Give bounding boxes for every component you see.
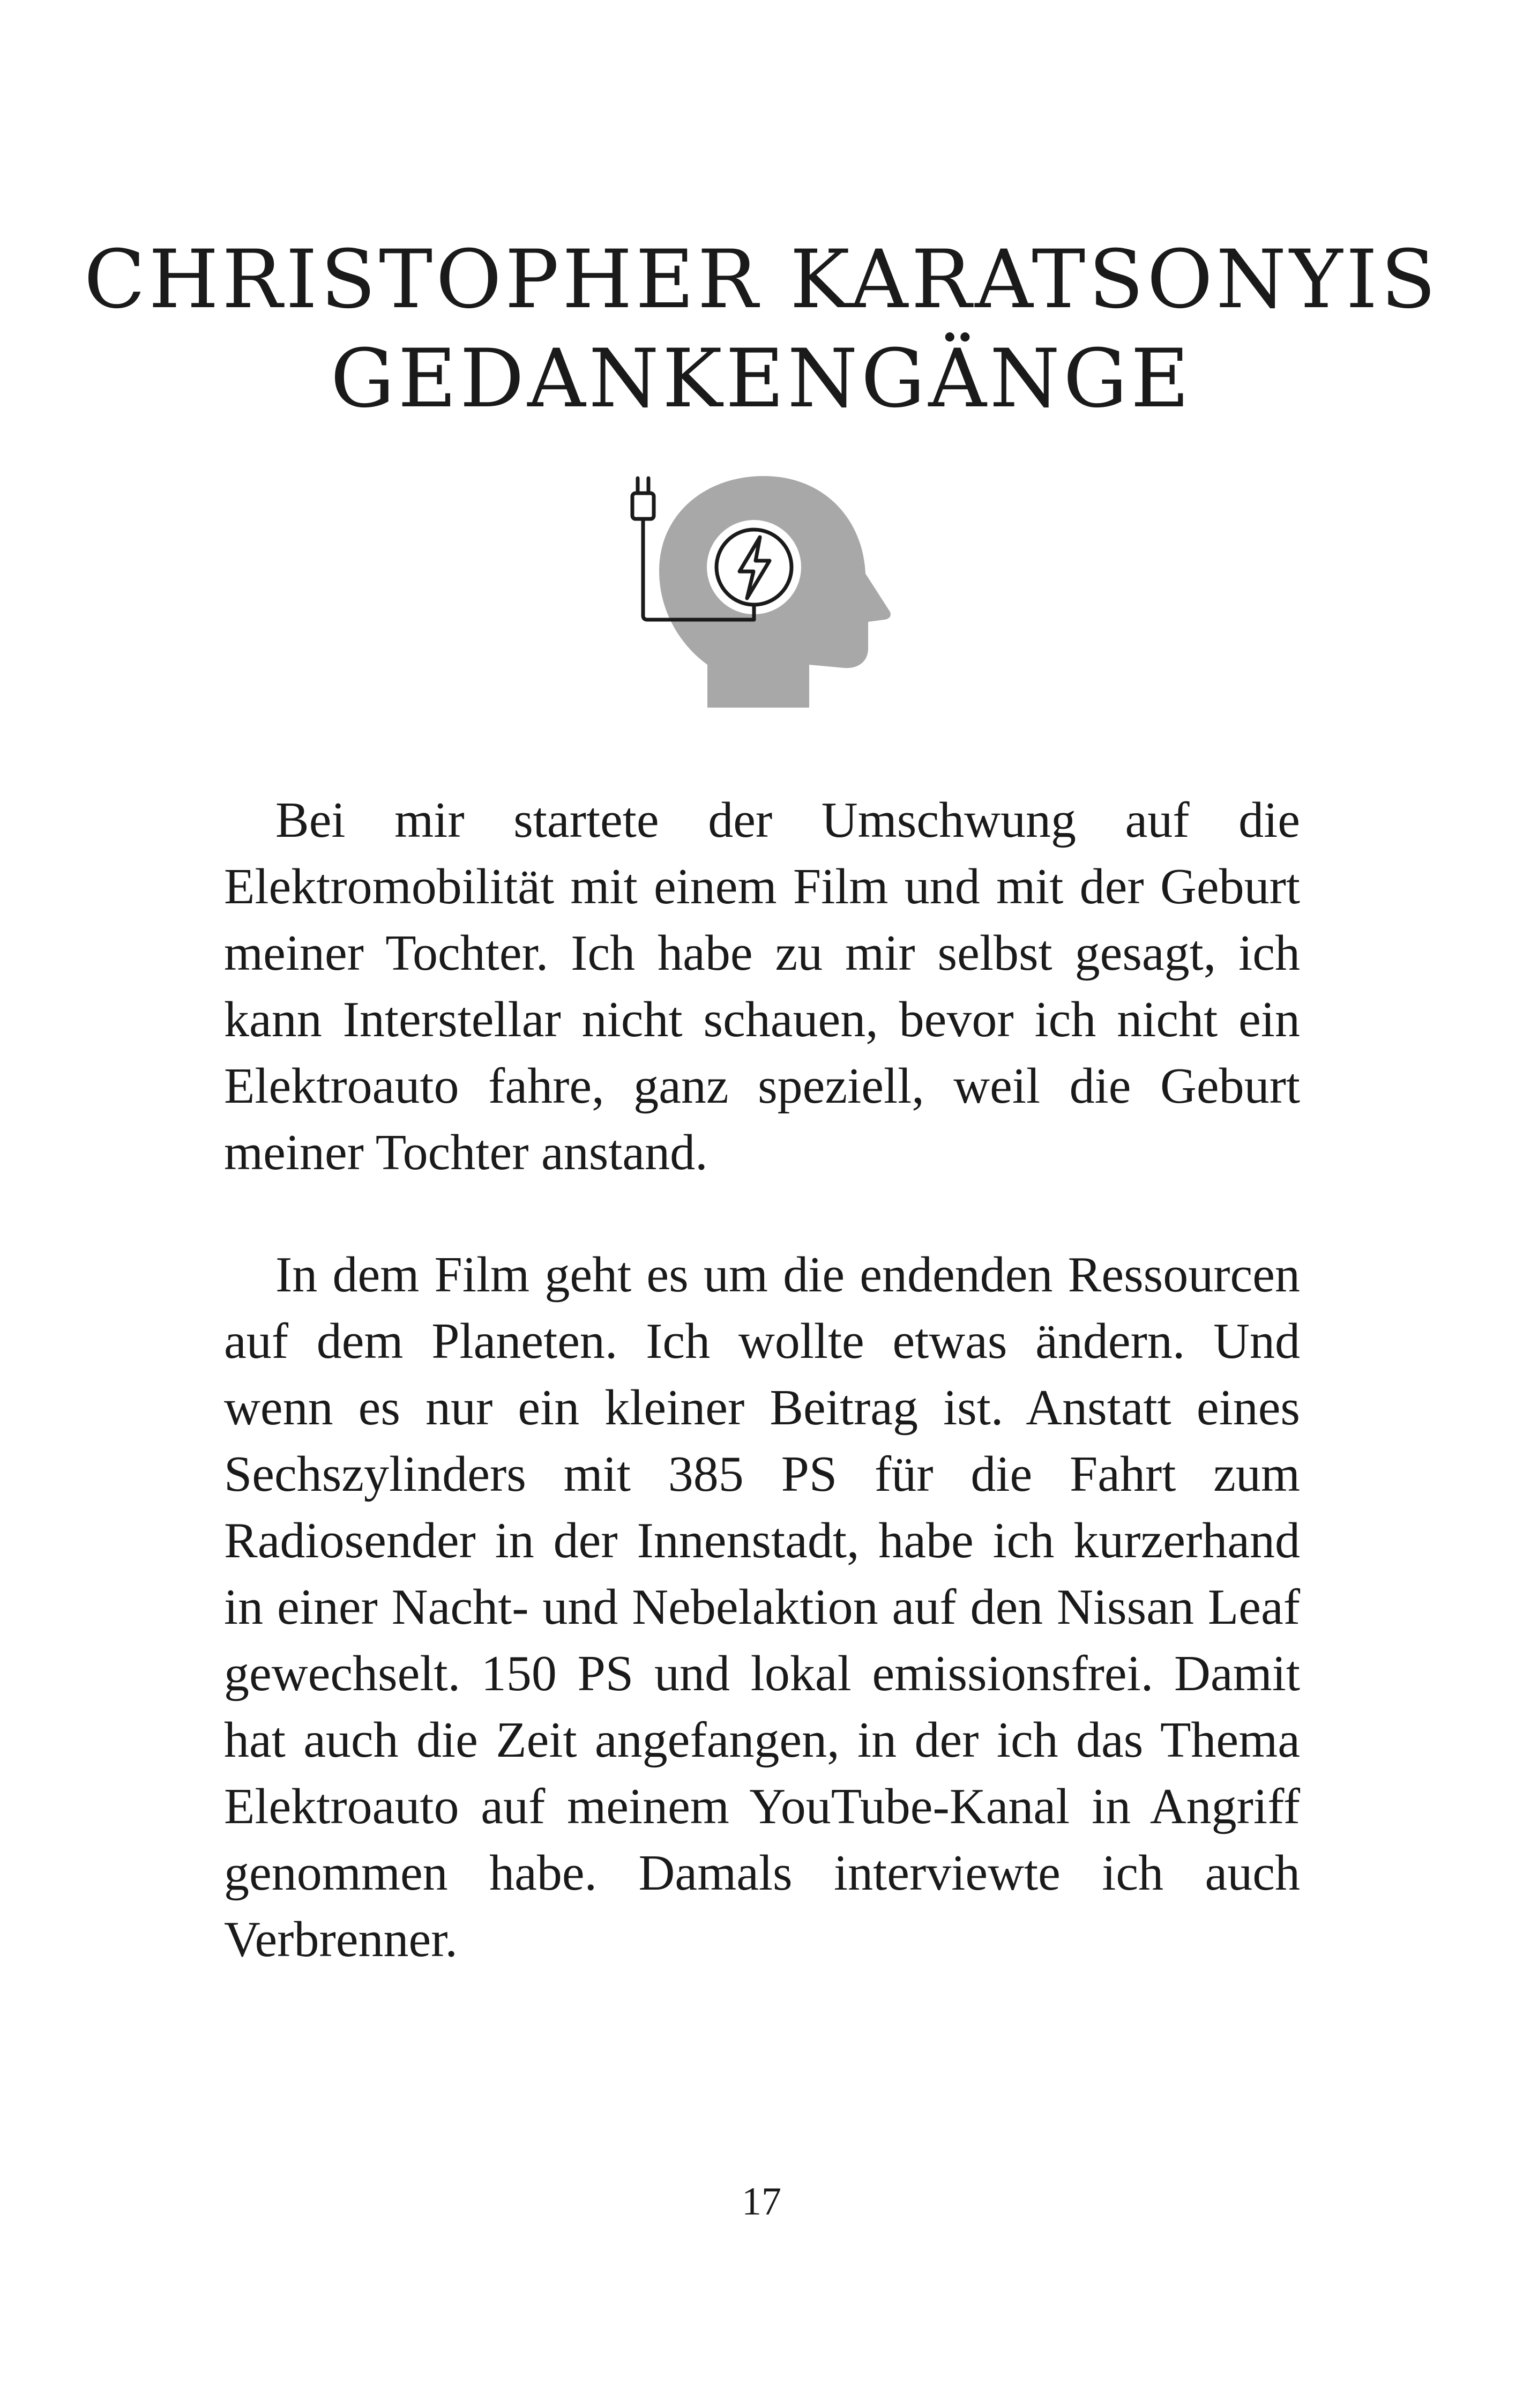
head-with-plug-lightning-icon	[622, 472, 900, 718]
chapter-title	[0, 231, 1523, 429]
paragraph-1-text: Bei mir startete der Umschwung auf die Elektromobilität mit einem Film und mit der Geburt meiner Tochter. Ich habe zu mir selbst gesagt, ich kann Interstellar nicht schauen, bevor ich nicht ein Elektroauto fahre, ganz speziell, weil die Geburt meiner Tochter anstand.	[224, 792, 1300, 1180]
chapter-title-line-2: GEDANKENGÄNGE	[330, 332, 1193, 426]
paragraph-2-text: In dem Film geht es um die endenden Ressourcen auf dem Planeten. Ich wollte etwas ändern. Und wenn es nur ein kleiner Beitrag ist. Anstatt eines Sechszylinders mit 385 PS für die Fahrt zum Radiosender in der Innenstadt, habe ich kurzerhand in einer Nacht- und Nebelaktion auf den Nissan Leaf gewechselt. 150 PS und lokal emissionsfrei. Damit hat auch die Zeit angefangen, in der ich das Thema Elektroauto auf meinem YouTube-Kanal in Angriff genommen habe. Damals interviewte ich auch Verbrenner.	[224, 1247, 1300, 1967]
page-number: 17	[742, 2180, 781, 2224]
paragraph-1	[224, 787, 1300, 1186]
paragraph-2	[224, 1242, 1300, 1973]
chapter-title-line-1: CHRISTOPHER KARATSONYIS	[84, 233, 1439, 326]
